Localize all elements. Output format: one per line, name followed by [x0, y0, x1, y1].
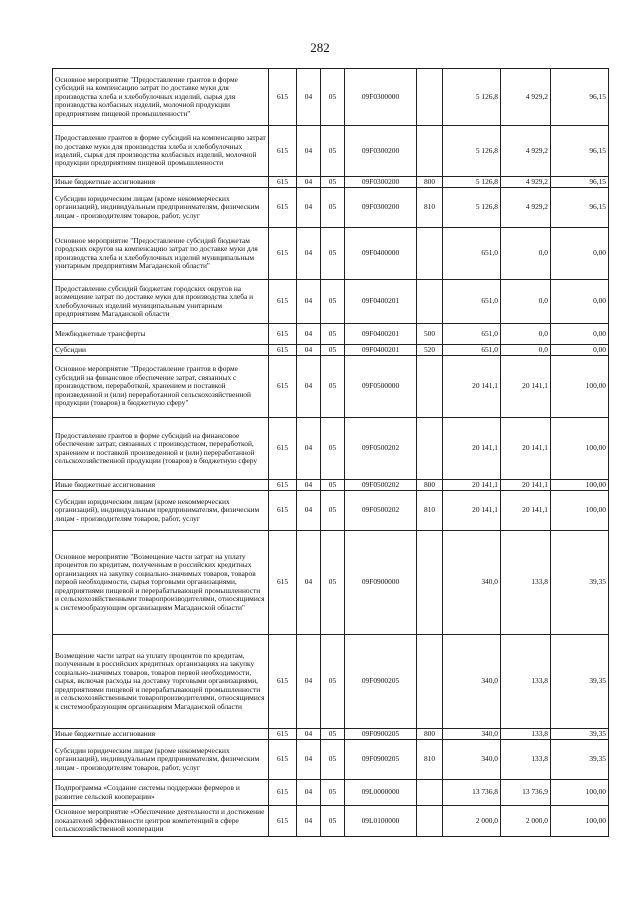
row-csr-cell: 09F0300000: [345, 69, 417, 126]
row-fact-cell: 4 929,2: [501, 177, 551, 188]
row-ved-cell: 615: [269, 729, 297, 740]
row-name-cell: Предоставление грантов в форме субсидий на финансовое обеспечение затрат, связанных с производством, переработкой, хранением и поставкой произведенной и (или) переработанной сельскохозяйственной продукции (товаров) в бюджетную сферу: [53, 418, 269, 480]
row-rz-cell: 04: [297, 177, 321, 188]
row-vr-cell: [417, 531, 443, 635]
row-vr-cell: 500: [417, 324, 443, 345]
row-ved-cell: 615: [269, 491, 297, 531]
table-row: [53, 280, 609, 324]
row-percent-cell: 100,00: [551, 806, 609, 837]
row-pr-cell: 05: [321, 280, 345, 324]
row-csr-cell: 09F0500202: [345, 480, 417, 491]
row-name-cell: Возмещение части затрат на уплату процентов по кредитам, полученным в российских кредитных организациях на закупку социально-значимых товаров, товаров первой необходимости, сырья, включая расходы на доставку торговыми организациями, предприятиями пищевой и перерабатывающей промышленности и сельскохозяйственными товаропроизводителями, относящимися к системообразующим организациям Магаданской области: [53, 635, 269, 729]
row-ved-cell: 615: [269, 126, 297, 177]
table-row: [53, 491, 609, 531]
row-rz-cell: 04: [297, 228, 321, 280]
row-plan-cell: 340,0: [443, 740, 501, 780]
table-row: [53, 740, 609, 780]
table-row: [53, 780, 609, 806]
row-vr-cell: 810: [417, 188, 443, 228]
row-fact-cell: 133,8: [501, 635, 551, 729]
row-name-cell: Иные бюджетные ассигнования: [53, 480, 269, 491]
row-plan-cell: 5 126,8: [443, 69, 501, 126]
row-percent-cell: 0,00: [551, 345, 609, 356]
row-pr-cell: 05: [321, 635, 345, 729]
row-csr-cell: 09F0900205: [345, 729, 417, 740]
row-vr-cell: [417, 69, 443, 126]
row-plan-cell: 20 141,1: [443, 418, 501, 480]
table-row: [53, 69, 609, 126]
row-percent-cell: 96,15: [551, 69, 609, 126]
table-row: [53, 418, 609, 480]
row-pr-cell: 05: [321, 177, 345, 188]
row-fact-cell: 20 141,1: [501, 418, 551, 480]
row-csr-cell: 09F0500000: [345, 356, 417, 418]
row-fact-cell: 0,0: [501, 324, 551, 345]
row-vr-cell: 800: [417, 480, 443, 491]
row-rz-cell: 04: [297, 729, 321, 740]
row-ved-cell: 615: [269, 345, 297, 356]
row-name-cell: Иные бюджетные ассигнования: [53, 177, 269, 188]
row-vr-cell: [417, 418, 443, 480]
row-plan-cell: 13 736,8: [443, 780, 501, 806]
row-vr-cell: 810: [417, 740, 443, 780]
row-percent-cell: 0,00: [551, 280, 609, 324]
row-percent-cell: 0,00: [551, 324, 609, 345]
row-ved-cell: 615: [269, 418, 297, 480]
row-fact-cell: 4 929,2: [501, 69, 551, 126]
row-fact-cell: 0,0: [501, 345, 551, 356]
row-fact-cell: 133,8: [501, 531, 551, 635]
row-percent-cell: 96,15: [551, 188, 609, 228]
row-plan-cell: 340,0: [443, 729, 501, 740]
table-row: [53, 177, 609, 188]
row-percent-cell: 39,35: [551, 531, 609, 635]
row-pr-cell: 05: [321, 69, 345, 126]
row-plan-cell: 651,0: [443, 324, 501, 345]
row-ved-cell: 615: [269, 188, 297, 228]
table-row: [53, 729, 609, 740]
row-rz-cell: 04: [297, 356, 321, 418]
row-rz-cell: 04: [297, 635, 321, 729]
table-row: [53, 806, 609, 837]
row-name-cell: Основное мероприятие "Предоставление грантов в форме субсидий на финансовое обеспечение затрат, связанных с производством, переработкой, хранением и поставкой произведенной и (или) переработанной сельскохозяйственной продукции (товаров) в бюджетную сферу": [53, 356, 269, 418]
table-row: [53, 228, 609, 280]
row-rz-cell: 04: [297, 491, 321, 531]
row-pr-cell: 05: [321, 228, 345, 280]
row-plan-cell: 651,0: [443, 280, 501, 324]
table-row: [53, 531, 609, 635]
row-pr-cell: 05: [321, 480, 345, 491]
row-csr-cell: 09F0400201: [345, 280, 417, 324]
table-row: [53, 188, 609, 228]
row-csr-cell: 09F0900000: [345, 531, 417, 635]
row-fact-cell: 133,8: [501, 729, 551, 740]
row-ved-cell: 615: [269, 228, 297, 280]
row-vr-cell: [417, 126, 443, 177]
row-rz-cell: 04: [297, 480, 321, 491]
row-ved-cell: 615: [269, 177, 297, 188]
row-csr-cell: 09F0300200: [345, 188, 417, 228]
row-ved-cell: 615: [269, 780, 297, 806]
row-csr-cell: 09F0500202: [345, 491, 417, 531]
row-name-cell: Иные бюджетные ассигнования: [53, 729, 269, 740]
table-row: [53, 126, 609, 177]
row-plan-cell: 5 126,8: [443, 177, 501, 188]
row-ved-cell: 615: [269, 356, 297, 418]
row-name-cell: Предоставление субсидий бюджетам городских округов на возмещение затрат по доставке муки для производства хлеба и хлебобулочных изделий муниципальным унитарным предприятиям Магаданской области: [53, 280, 269, 324]
row-percent-cell: 100,00: [551, 780, 609, 806]
row-rz-cell: 04: [297, 806, 321, 837]
row-csr-cell: 09L0100000: [345, 806, 417, 837]
row-ved-cell: 615: [269, 280, 297, 324]
row-rz-cell: 04: [297, 188, 321, 228]
row-plan-cell: 5 126,8: [443, 126, 501, 177]
row-pr-cell: 05: [321, 729, 345, 740]
row-percent-cell: 0,00: [551, 228, 609, 280]
row-pr-cell: 05: [321, 740, 345, 780]
table-row: [53, 480, 609, 491]
row-rz-cell: 04: [297, 280, 321, 324]
row-percent-cell: 100,00: [551, 356, 609, 418]
row-pr-cell: 05: [321, 345, 345, 356]
row-plan-cell: 651,0: [443, 228, 501, 280]
row-name-cell: Основное мероприятие "Предоставление субсидий бюджетам городских округов на компенсацию затрат по доставке муки для производства хлеба и хлебобулочных изделий муниципальным унитарным предприятиям Магаданской области": [53, 228, 269, 280]
table-body: [53, 69, 609, 837]
row-vr-cell: 800: [417, 177, 443, 188]
row-name-cell: Основное мероприятие "Предоставление грантов в форме субсидий на компенсацию затрат по доставке муки для производства хлеба и хлебобулочных изделий, сырья для производства колбасных изделий, молочной продукции предприятиям пищевой промышленности": [53, 69, 269, 126]
row-vr-cell: [417, 280, 443, 324]
row-vr-cell: [417, 228, 443, 280]
row-pr-cell: 05: [321, 418, 345, 480]
row-pr-cell: 05: [321, 188, 345, 228]
row-plan-cell: 20 141,1: [443, 480, 501, 491]
row-fact-cell: 20 141,1: [501, 491, 551, 531]
row-percent-cell: 39,35: [551, 740, 609, 780]
row-pr-cell: 05: [321, 531, 345, 635]
row-percent-cell: 39,35: [551, 729, 609, 740]
row-pr-cell: 05: [321, 780, 345, 806]
row-name-cell: Подпрограмма «Создание системы поддержки фермеров и развитие сельской кооперации»: [53, 780, 269, 806]
row-fact-cell: 20 141,1: [501, 480, 551, 491]
row-csr-cell: 09F0300200: [345, 126, 417, 177]
row-vr-cell: [417, 806, 443, 837]
row-pr-cell: 05: [321, 324, 345, 345]
row-vr-cell: [417, 356, 443, 418]
row-percent-cell: 100,00: [551, 491, 609, 531]
row-percent-cell: 96,15: [551, 126, 609, 177]
row-fact-cell: 0,0: [501, 280, 551, 324]
row-name-cell: Межбюджетные трансферты: [53, 324, 269, 345]
row-plan-cell: 5 126,8: [443, 188, 501, 228]
row-pr-cell: 05: [321, 806, 345, 837]
row-fact-cell: 133,8: [501, 740, 551, 780]
row-percent-cell: 100,00: [551, 418, 609, 480]
row-name-cell: Субсидии юридическим лицам (кроме некоммерческих организаций), индивидуальным предпринимателям, физическим лицам - производителям товаров, работ, услуг: [53, 491, 269, 531]
budget-table: [52, 68, 609, 837]
row-ved-cell: 615: [269, 531, 297, 635]
row-rz-cell: 04: [297, 531, 321, 635]
row-vr-cell: [417, 780, 443, 806]
row-fact-cell: 20 141,1: [501, 356, 551, 418]
row-name-cell: Основное мероприятие «Обеспечение деятельности и достижение показателей эффективности центров компетенций в сфере сельскохозяйственной кооперации: [53, 806, 269, 837]
row-csr-cell: 09F0400000: [345, 228, 417, 280]
row-ved-cell: 615: [269, 740, 297, 780]
row-csr-cell: 09F0400201: [345, 345, 417, 356]
row-vr-cell: [417, 635, 443, 729]
row-vr-cell: 800: [417, 729, 443, 740]
row-plan-cell: 340,0: [443, 531, 501, 635]
table-row: [53, 356, 609, 418]
row-percent-cell: 39,35: [551, 635, 609, 729]
table-row: [53, 345, 609, 356]
row-pr-cell: 05: [321, 126, 345, 177]
row-csr-cell: 09L0000000: [345, 780, 417, 806]
row-rz-cell: 04: [297, 740, 321, 780]
row-fact-cell: 13 736,9: [501, 780, 551, 806]
row-name-cell: Основное мероприятие "Возмещение части затрат на уплату процентов по кредитам, полученным в российских кредитных организациях на закупку социально-значимых товаров, товаров первой необходимости, сырья торговыми организациями, предприятиями пищевой и перерабатывающей промышленности и сельскохозяйственными товаропроизводителями, относящимися к системообразующим организациям Магаданской области": [53, 531, 269, 635]
row-csr-cell: 09F0400201: [345, 324, 417, 345]
row-rz-cell: 04: [297, 418, 321, 480]
row-ved-cell: 615: [269, 69, 297, 126]
row-plan-cell: 2 000,0: [443, 806, 501, 837]
row-csr-cell: 09F0500202: [345, 418, 417, 480]
row-ved-cell: 615: [269, 635, 297, 729]
row-plan-cell: 20 141,1: [443, 356, 501, 418]
row-plan-cell: 651,0: [443, 345, 501, 356]
page-number: 282: [310, 40, 330, 55]
row-csr-cell: 09F0300200: [345, 177, 417, 188]
row-rz-cell: 04: [297, 69, 321, 126]
row-plan-cell: 340,0: [443, 635, 501, 729]
row-ved-cell: 615: [269, 324, 297, 345]
row-ved-cell: 615: [269, 480, 297, 491]
row-rz-cell: 04: [297, 780, 321, 806]
row-ved-cell: 615: [269, 806, 297, 837]
row-vr-cell: 520: [417, 345, 443, 356]
row-vr-cell: 810: [417, 491, 443, 531]
row-fact-cell: 2 000,0: [501, 806, 551, 837]
row-fact-cell: 4 929,2: [501, 126, 551, 177]
row-csr-cell: 09F0900205: [345, 635, 417, 729]
row-plan-cell: 20 141,1: [443, 491, 501, 531]
row-fact-cell: 4 929,2: [501, 188, 551, 228]
row-rz-cell: 04: [297, 345, 321, 356]
row-rz-cell: 04: [297, 324, 321, 345]
table-row: [53, 324, 609, 345]
row-rz-cell: 04: [297, 126, 321, 177]
row-name-cell: Предоставление грантов в форме субсидий на компенсацию затрат по доставке муки для производства хлеба и хлебобулочных изделий, сырья для производства колбасных изделий, молочной продукции предприятиям пищевой промышленности: [53, 126, 269, 177]
row-percent-cell: 96,15: [551, 177, 609, 188]
row-pr-cell: 05: [321, 356, 345, 418]
row-percent-cell: 100,00: [551, 480, 609, 491]
row-fact-cell: 0,0: [501, 228, 551, 280]
row-name-cell: Субсидии юридическим лицам (кроме некоммерческих организаций), индивидуальным предпринимателям, физическим лицам - производителям товаров, работ, услуг: [53, 740, 269, 780]
table-row: [53, 635, 609, 729]
row-name-cell: Субсидии: [53, 345, 269, 356]
row-csr-cell: 09F0900205: [345, 740, 417, 780]
row-name-cell: Субсидии юридическим лицам (кроме некоммерческих организаций), индивидуальным предпринимателям, физическим лицам - производителям товаров, работ, услуг: [53, 188, 269, 228]
row-pr-cell: 05: [321, 491, 345, 531]
